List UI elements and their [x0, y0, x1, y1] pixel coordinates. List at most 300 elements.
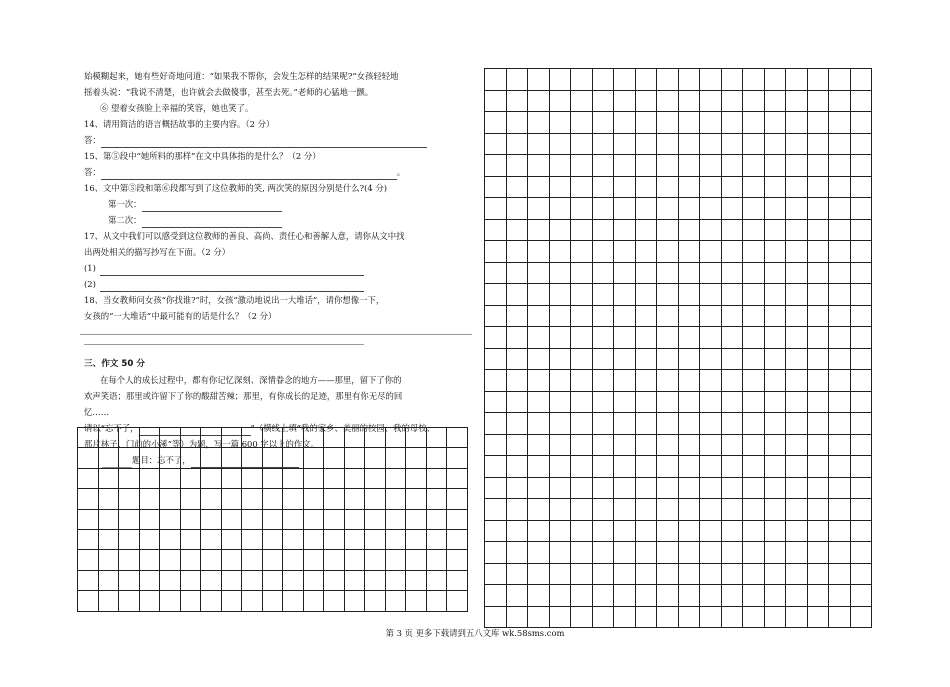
answer-area-18[interactable]: [84, 324, 476, 340]
grid-cell[interactable]: [592, 391, 614, 413]
grid-cell[interactable]: [283, 591, 304, 611]
grid-cell[interactable]: [700, 284, 722, 306]
grid-cell[interactable]: [262, 509, 283, 529]
grid-cell[interactable]: [614, 262, 636, 284]
grid-cell[interactable]: [506, 477, 528, 499]
grid-cell[interactable]: [635, 241, 657, 263]
grid-cell[interactable]: [850, 563, 872, 585]
grid-cell[interactable]: [829, 305, 851, 327]
answer-line-15[interactable]: [84, 164, 476, 180]
grid-cell[interactable]: [119, 591, 140, 611]
grid-cell[interactable]: [743, 499, 765, 521]
grid-cell[interactable]: [657, 198, 679, 220]
grid-cell[interactable]: [592, 112, 614, 134]
grid-cell[interactable]: [614, 391, 636, 413]
grid-cell[interactable]: [678, 305, 700, 327]
grid-cell[interactable]: [721, 69, 743, 91]
grid-cell[interactable]: [119, 428, 140, 448]
grid-cell[interactable]: [221, 550, 242, 570]
grid-cell[interactable]: [303, 448, 324, 468]
grid-cell[interactable]: [850, 477, 872, 499]
grid-cell[interactable]: [485, 284, 507, 306]
grid-cell[interactable]: [635, 391, 657, 413]
grid-cell[interactable]: [721, 90, 743, 112]
grid-cell[interactable]: [807, 391, 829, 413]
grid-cell[interactable]: [385, 448, 406, 468]
grid-cell[interactable]: [344, 550, 365, 570]
grid-cell[interactable]: [829, 262, 851, 284]
grid-cell[interactable]: [635, 90, 657, 112]
grid-cell[interactable]: [571, 305, 593, 327]
answer-blank[interactable]: [142, 215, 282, 228]
grid-cell[interactable]: [485, 155, 507, 177]
grid-cell[interactable]: [829, 520, 851, 542]
grid-cell[interactable]: [344, 448, 365, 468]
grid-cell[interactable]: [592, 606, 614, 628]
grid-cell[interactable]: [786, 112, 808, 134]
grid-cell[interactable]: [549, 327, 571, 349]
grid-cell[interactable]: [657, 219, 679, 241]
grid-cell[interactable]: [549, 155, 571, 177]
grid-cell[interactable]: [786, 434, 808, 456]
grid-cell[interactable]: [506, 606, 528, 628]
grid-cell[interactable]: [721, 133, 743, 155]
grid-cell[interactable]: [506, 155, 528, 177]
grid-cell[interactable]: [829, 198, 851, 220]
answer-area-18b[interactable]: [84, 340, 476, 356]
grid-cell[interactable]: [506, 563, 528, 585]
grid-cell[interactable]: [700, 370, 722, 392]
grid-cell[interactable]: [365, 428, 386, 448]
grid-cell[interactable]: [829, 563, 851, 585]
grid-cell[interactable]: [506, 90, 528, 112]
grid-cell[interactable]: [850, 112, 872, 134]
grid-cell[interactable]: [807, 133, 829, 155]
grid-cell[interactable]: [119, 570, 140, 590]
grid-cell[interactable]: [592, 327, 614, 349]
grid-cell[interactable]: [721, 477, 743, 499]
grid-cell[interactable]: [571, 219, 593, 241]
grid-cell[interactable]: [426, 570, 447, 590]
grid-cell[interactable]: [743, 90, 765, 112]
grid-cell[interactable]: [786, 155, 808, 177]
grid-cell[interactable]: [528, 391, 550, 413]
grid-cell[interactable]: [571, 585, 593, 607]
grid-cell[interactable]: [786, 563, 808, 585]
grid-cell[interactable]: [303, 591, 324, 611]
grid-cell[interactable]: [221, 489, 242, 509]
grid-cell[interactable]: [571, 391, 593, 413]
grid-cell[interactable]: [721, 305, 743, 327]
grid-cell[interactable]: [485, 542, 507, 564]
grid-cell[interactable]: [549, 133, 571, 155]
grid-cell[interactable]: [657, 112, 679, 134]
grid-cell[interactable]: [571, 413, 593, 435]
grid-cell[interactable]: [657, 305, 679, 327]
grid-cell[interactable]: [657, 499, 679, 521]
grid-cell[interactable]: [764, 219, 786, 241]
grid-cell[interactable]: [485, 90, 507, 112]
grid-cell[interactable]: [614, 413, 636, 435]
answer-line-17-2[interactable]: [84, 276, 476, 292]
grid-cell[interactable]: [571, 542, 593, 564]
grid-cell[interactable]: [98, 570, 119, 590]
grid-cell[interactable]: [549, 542, 571, 564]
grid-cell[interactable]: [262, 489, 283, 509]
grid-cell[interactable]: [406, 570, 427, 590]
grid-cell[interactable]: [506, 391, 528, 413]
grid-cell[interactable]: [850, 219, 872, 241]
grid-cell[interactable]: [571, 563, 593, 585]
grid-cell[interactable]: [324, 489, 345, 509]
grid-cell[interactable]: [721, 219, 743, 241]
grid-cell[interactable]: [180, 489, 201, 509]
grid-cell[interactable]: [344, 428, 365, 448]
grid-cell[interactable]: [657, 520, 679, 542]
grid-cell[interactable]: [635, 585, 657, 607]
grid-cell[interactable]: [242, 428, 263, 448]
grid-cell[interactable]: [829, 241, 851, 263]
grid-cell[interactable]: [764, 413, 786, 435]
grid-cell[interactable]: [506, 219, 528, 241]
grid-cell[interactable]: [678, 520, 700, 542]
grid-cell[interactable]: [571, 176, 593, 198]
grid-cell[interactable]: [571, 348, 593, 370]
grid-cell[interactable]: [743, 69, 765, 91]
grid-cell[interactable]: [829, 434, 851, 456]
grid-cell[interactable]: [592, 520, 614, 542]
grid-cell[interactable]: [786, 456, 808, 478]
grid-cell[interactable]: [324, 591, 345, 611]
grid-cell[interactable]: [303, 428, 324, 448]
grid-cell[interactable]: [743, 456, 765, 478]
grid-cell[interactable]: [201, 591, 222, 611]
grid-cell[interactable]: [721, 262, 743, 284]
grid-cell[interactable]: [743, 219, 765, 241]
grid-cell[interactable]: [406, 591, 427, 611]
grid-cell[interactable]: [485, 563, 507, 585]
grid-cell[interactable]: [850, 262, 872, 284]
grid-cell[interactable]: [549, 69, 571, 91]
grid-cell[interactable]: [614, 69, 636, 91]
grid-cell[interactable]: [180, 509, 201, 529]
grid-cell[interactable]: [743, 262, 765, 284]
grid-cell[interactable]: [549, 90, 571, 112]
grid-cell[interactable]: [850, 305, 872, 327]
grid-cell[interactable]: [614, 348, 636, 370]
grid-cell[interactable]: [614, 155, 636, 177]
grid-cell[interactable]: [447, 550, 468, 570]
grid-cell[interactable]: [614, 112, 636, 134]
grid-cell[interactable]: [506, 413, 528, 435]
grid-cell[interactable]: [262, 591, 283, 611]
grid-cell[interactable]: [592, 133, 614, 155]
grid-cell[interactable]: [365, 509, 386, 529]
grid-cell[interactable]: [485, 520, 507, 542]
grid-cell[interactable]: [160, 489, 181, 509]
grid-cell[interactable]: [764, 585, 786, 607]
grid-cell[interactable]: [592, 262, 614, 284]
grid-cell[interactable]: [119, 550, 140, 570]
grid-cell[interactable]: [635, 413, 657, 435]
grid-cell[interactable]: [786, 370, 808, 392]
grid-cell[interactable]: [700, 563, 722, 585]
grid-cell[interactable]: [119, 468, 140, 488]
grid-cell[interactable]: [721, 520, 743, 542]
grid-cell[interactable]: [119, 529, 140, 549]
grid-cell[interactable]: [485, 176, 507, 198]
grid-cell[interactable]: [764, 155, 786, 177]
grid-cell[interactable]: [743, 434, 765, 456]
grid-cell[interactable]: [549, 112, 571, 134]
grid-cell[interactable]: [528, 370, 550, 392]
grid-cell[interactable]: [571, 370, 593, 392]
grid-cell[interactable]: [807, 348, 829, 370]
grid-cell[interactable]: [635, 456, 657, 478]
grid-cell[interactable]: [485, 198, 507, 220]
grid-cell[interactable]: [365, 550, 386, 570]
grid-cell[interactable]: [592, 155, 614, 177]
grid-cell[interactable]: [807, 284, 829, 306]
essay-prompt-line[interactable]: 请以“忘不了， ”（横线上填“我的家乡、美丽的校园、我的母校、: [84, 420, 476, 436]
grid-cell[interactable]: [485, 456, 507, 478]
grid-cell[interactable]: [721, 198, 743, 220]
grid-cell[interactable]: [549, 284, 571, 306]
grid-cell[interactable]: [678, 499, 700, 521]
grid-cell[interactable]: [764, 606, 786, 628]
grid-cell[interactable]: [506, 262, 528, 284]
grid-cell[interactable]: [829, 90, 851, 112]
grid-cell[interactable]: [807, 542, 829, 564]
grid-cell[interactable]: [201, 468, 222, 488]
grid-cell[interactable]: [743, 241, 765, 263]
grid-cell[interactable]: [700, 520, 722, 542]
grid-cell[interactable]: [406, 509, 427, 529]
grid-cell[interactable]: [786, 391, 808, 413]
grid-cell[interactable]: [98, 591, 119, 611]
grid-cell[interactable]: [406, 468, 427, 488]
grid-cell[interactable]: [201, 448, 222, 468]
grid-cell[interactable]: [721, 542, 743, 564]
grid-cell[interactable]: [743, 112, 765, 134]
grid-cell[interactable]: [721, 348, 743, 370]
grid-cell[interactable]: [201, 509, 222, 529]
grid-cell[interactable]: [365, 529, 386, 549]
grid-cell[interactable]: [635, 606, 657, 628]
grid-cell[interactable]: [283, 489, 304, 509]
grid-cell[interactable]: [283, 428, 304, 448]
grid-cell[interactable]: [807, 499, 829, 521]
grid-cell[interactable]: [98, 428, 119, 448]
grid-cell[interactable]: [201, 428, 222, 448]
grid-cell[interactable]: [678, 284, 700, 306]
grid-cell[interactable]: [139, 489, 160, 509]
grid-cell[interactable]: [324, 428, 345, 448]
grid-cell[interactable]: [549, 456, 571, 478]
grid-cell[interactable]: [635, 305, 657, 327]
grid-cell[interactable]: [571, 90, 593, 112]
grid-cell[interactable]: [635, 542, 657, 564]
grid-cell[interactable]: [528, 262, 550, 284]
grid-cell[interactable]: [528, 563, 550, 585]
grid-cell[interactable]: [571, 155, 593, 177]
grid-cell[interactable]: [700, 112, 722, 134]
grid-cell[interactable]: [485, 413, 507, 435]
answer-line-16-first[interactable]: [84, 196, 476, 212]
grid-cell[interactable]: [635, 434, 657, 456]
grid-cell[interactable]: [764, 391, 786, 413]
grid-cell[interactable]: [262, 468, 283, 488]
grid-cell[interactable]: [807, 327, 829, 349]
grid-cell[interactable]: [786, 606, 808, 628]
grid-cell[interactable]: [829, 112, 851, 134]
grid-cell[interactable]: [571, 198, 593, 220]
grid-cell[interactable]: [700, 434, 722, 456]
answer-blank[interactable]: [101, 135, 427, 148]
grid-cell[interactable]: [786, 305, 808, 327]
grid-cell[interactable]: [592, 413, 614, 435]
grid-cell[interactable]: [592, 585, 614, 607]
grid-cell[interactable]: [528, 219, 550, 241]
grid-cell[interactable]: [700, 176, 722, 198]
grid-cell[interactable]: [528, 606, 550, 628]
grid-cell[interactable]: [549, 305, 571, 327]
grid-cell[interactable]: [221, 529, 242, 549]
grid-cell[interactable]: [786, 413, 808, 435]
grid-cell[interactable]: [98, 509, 119, 529]
grid-cell[interactable]: [657, 456, 679, 478]
grid-cell[interactable]: [506, 499, 528, 521]
grid-cell[interactable]: [242, 448, 263, 468]
grid-cell[interactable]: [829, 327, 851, 349]
grid-cell[interactable]: [700, 499, 722, 521]
grid-cell[interactable]: [829, 413, 851, 435]
grid-cell[interactable]: [678, 90, 700, 112]
grid-cell[interactable]: [549, 520, 571, 542]
answer-line-14[interactable]: [84, 132, 476, 148]
grid-cell[interactable]: [78, 591, 99, 611]
grid-cell[interactable]: [160, 570, 181, 590]
grid-cell[interactable]: [807, 219, 829, 241]
grid-cell[interactable]: [242, 509, 263, 529]
grid-cell[interactable]: [221, 570, 242, 590]
grid-cell[interactable]: [657, 542, 679, 564]
grid-cell[interactable]: [180, 448, 201, 468]
grid-cell[interactable]: [829, 219, 851, 241]
grid-cell[interactable]: [657, 69, 679, 91]
grid-cell[interactable]: [201, 570, 222, 590]
grid-cell[interactable]: [528, 284, 550, 306]
grid-cell[interactable]: [807, 262, 829, 284]
grid-cell[interactable]: [447, 529, 468, 549]
grid-cell[interactable]: [807, 176, 829, 198]
grid-cell[interactable]: [201, 489, 222, 509]
grid-cell[interactable]: [485, 262, 507, 284]
grid-cell[interactable]: [98, 489, 119, 509]
grid-cell[interactable]: [807, 90, 829, 112]
grid-cell[interactable]: [571, 327, 593, 349]
grid-cell[interactable]: [283, 509, 304, 529]
grid-cell[interactable]: [721, 434, 743, 456]
grid-cell[interactable]: [700, 456, 722, 478]
grid-cell[interactable]: [324, 468, 345, 488]
grid-cell[interactable]: [678, 542, 700, 564]
grid-cell[interactable]: [635, 348, 657, 370]
grid-cell[interactable]: [807, 413, 829, 435]
grid-cell[interactable]: [850, 585, 872, 607]
grid-cell[interactable]: [850, 155, 872, 177]
grid-cell[interactable]: [447, 591, 468, 611]
grid-cell[interactable]: [764, 90, 786, 112]
grid-cell[interactable]: [635, 112, 657, 134]
grid-cell[interactable]: [850, 198, 872, 220]
grid-cell[interactable]: [528, 241, 550, 263]
grid-cell[interactable]: [743, 520, 765, 542]
grid-cell[interactable]: [160, 428, 181, 448]
grid-cell[interactable]: [98, 468, 119, 488]
grid-cell[interactable]: [528, 585, 550, 607]
grid-cell[interactable]: [829, 155, 851, 177]
grid-cell[interactable]: [571, 241, 593, 263]
grid-cell[interactable]: [592, 477, 614, 499]
grid-cell[interactable]: [764, 133, 786, 155]
grid-cell[interactable]: [283, 448, 304, 468]
grid-cell[interactable]: [549, 606, 571, 628]
grid-cell[interactable]: [635, 477, 657, 499]
grid-cell[interactable]: [700, 262, 722, 284]
grid-cell[interactable]: [592, 563, 614, 585]
grid-cell[interactable]: [635, 284, 657, 306]
grid-cell[interactable]: [385, 428, 406, 448]
grid-cell[interactable]: [571, 69, 593, 91]
grid-cell[interactable]: [678, 348, 700, 370]
grid-cell[interactable]: [242, 570, 263, 590]
grid-cell[interactable]: [850, 456, 872, 478]
grid-cell[interactable]: [657, 155, 679, 177]
grid-cell[interactable]: [700, 241, 722, 263]
grid-cell[interactable]: [592, 219, 614, 241]
grid-cell[interactable]: [721, 585, 743, 607]
grid-cell[interactable]: [721, 499, 743, 521]
grid-cell[interactable]: [385, 591, 406, 611]
grid-cell[interactable]: [764, 112, 786, 134]
grid-cell[interactable]: [721, 284, 743, 306]
grid-cell[interactable]: [549, 585, 571, 607]
grid-cell[interactable]: [406, 428, 427, 448]
grid-cell[interactable]: [406, 448, 427, 468]
grid-cell[interactable]: [262, 448, 283, 468]
grid-cell[interactable]: [635, 198, 657, 220]
grid-cell[interactable]: [614, 606, 636, 628]
grid-cell[interactable]: [180, 550, 201, 570]
grid-cell[interactable]: [657, 413, 679, 435]
grid-cell[interactable]: [807, 520, 829, 542]
grid-cell[interactable]: [506, 348, 528, 370]
grid-cell[interactable]: [786, 90, 808, 112]
grid-cell[interactable]: [678, 327, 700, 349]
grid-cell[interactable]: [283, 550, 304, 570]
grid-cell[interactable]: [721, 606, 743, 628]
grid-cell[interactable]: [592, 499, 614, 521]
grid-cell[interactable]: [571, 133, 593, 155]
grid-cell[interactable]: [614, 90, 636, 112]
grid-cell[interactable]: [180, 529, 201, 549]
grid-cell[interactable]: [426, 509, 447, 529]
grid-cell[interactable]: [786, 133, 808, 155]
grid-cell[interactable]: [447, 468, 468, 488]
grid-cell[interactable]: [201, 529, 222, 549]
grid-cell[interactable]: [743, 606, 765, 628]
